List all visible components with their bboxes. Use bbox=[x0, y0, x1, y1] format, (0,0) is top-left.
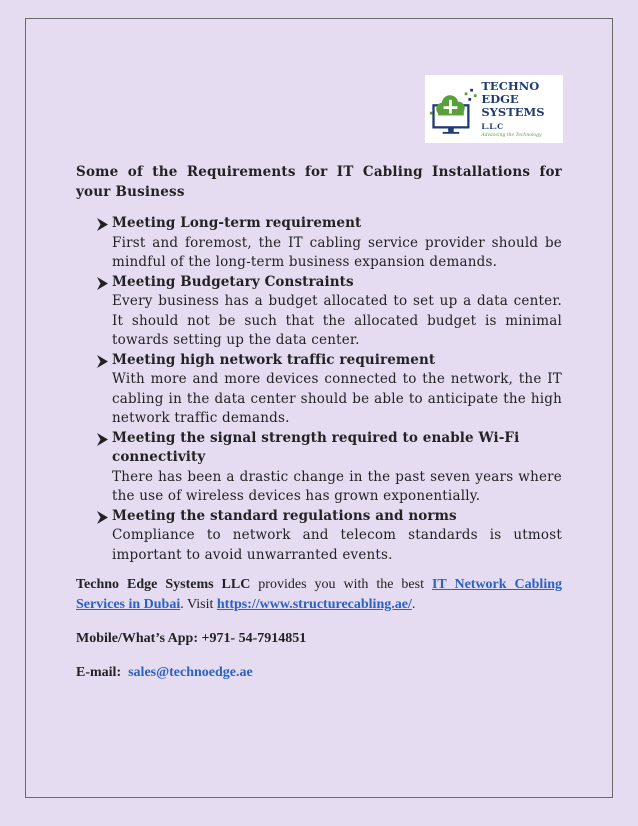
requirement-title: Meeting Budgetary Constraints bbox=[112, 273, 354, 290]
requirement-description: There has been a drastic change in the past seven years where the use of wireless devices has grown exponentially. bbox=[112, 468, 562, 504]
contact-footer bbox=[76, 575, 562, 683]
requirement-description: With more and more devices connected to the network, the IT cabling in the data center should be able to anticipate the high network traffic demands. bbox=[112, 371, 562, 426]
requirement-title: Meeting the standard regulations and norms bbox=[112, 507, 457, 524]
requirement-description: Compliance to network and telecom standards is utmost important to avoid unwarranted events. bbox=[112, 527, 562, 563]
arrow-bullet-icon bbox=[96, 277, 109, 290]
intro-text: provides you with the best bbox=[250, 577, 432, 592]
company-intro bbox=[76, 575, 562, 615]
logo-line-2: EDGE bbox=[481, 91, 519, 106]
logo-systems: SYSTEMS bbox=[481, 104, 545, 119]
requirement-description: Every business has a budget allocated to set up a data center. It should not be such that the allocated budget is minimal towards setting up the data center. bbox=[112, 293, 562, 348]
logo-line-1: TECHNO bbox=[481, 78, 540, 93]
requirement-title: Meeting the signal strength required to enable Wi-Fi connectivity bbox=[112, 429, 520, 465]
logo-cloud-monitor-icon bbox=[428, 79, 479, 139]
arrow-bullet-icon bbox=[96, 511, 109, 524]
email-label: E-mail: bbox=[76, 665, 122, 680]
website-link[interactable]: https://www.structurecabling.ae/ bbox=[216, 597, 412, 612]
logo-wordmark bbox=[481, 80, 563, 139]
mobile-contact: Mobile/What’s App: +971- 54-7914851 bbox=[76, 631, 307, 646]
visit-text: . Visit bbox=[180, 597, 217, 612]
logo-line-3 bbox=[481, 106, 563, 133]
arrow-bullet-icon bbox=[96, 218, 109, 231]
document-body bbox=[76, 162, 562, 697]
requirements-list bbox=[76, 214, 562, 565]
logo-tagline: Advancing the Technology bbox=[481, 132, 542, 138]
list-item bbox=[76, 351, 562, 429]
end-period: . bbox=[411, 597, 416, 612]
requirement-title: Meeting high network traffic requirement bbox=[112, 351, 436, 368]
email-link[interactable]: sales@technoedge.ae bbox=[128, 665, 253, 680]
list-item bbox=[76, 429, 562, 507]
requirement-title: Meeting Long-term requirement bbox=[112, 215, 362, 231]
arrow-bullet-icon bbox=[96, 355, 109, 368]
email-contact bbox=[76, 663, 562, 683]
requirement-description: First and foremost, the IT cabling service provider should be mindful of the long-term business expansion demands. bbox=[112, 234, 562, 270]
company-logo bbox=[425, 75, 563, 143]
list-item bbox=[76, 507, 562, 566]
company-name: Techno Edge Systems LLC bbox=[76, 577, 251, 592]
service-link[interactable]: IT Network Cabling Services in Dubai bbox=[76, 577, 562, 612]
list-item bbox=[76, 214, 562, 273]
arrow-bullet-icon bbox=[96, 433, 109, 446]
list-item bbox=[76, 273, 562, 351]
section-heading: Some of the Requirements for IT Cabling Installations for your Business bbox=[76, 164, 562, 200]
logo-llc: L.L.C bbox=[481, 121, 504, 131]
